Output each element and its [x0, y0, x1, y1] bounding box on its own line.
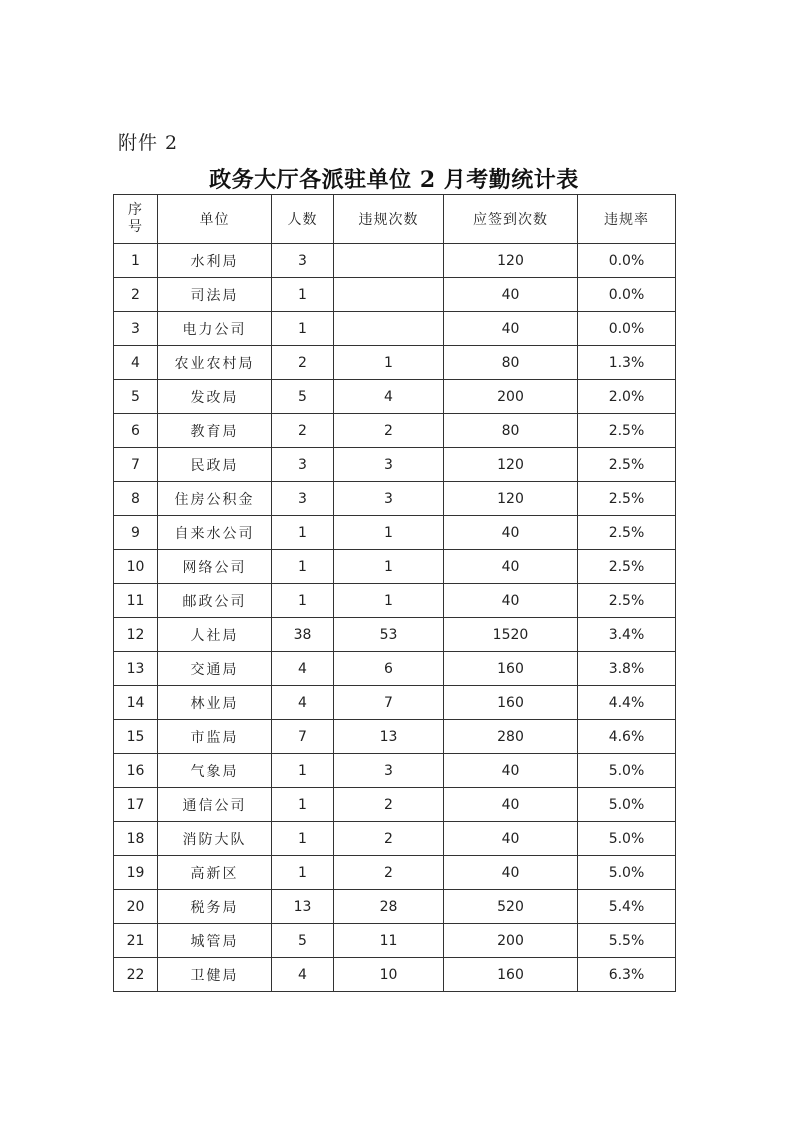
cell-people: 13 — [272, 890, 334, 924]
cell-seq: 6 — [114, 414, 158, 448]
table-row — [114, 618, 676, 652]
cell-violations: 3 — [334, 754, 444, 788]
cell-violation-rate: 2.5% — [578, 482, 676, 516]
header-violation-rate: 违规率 — [578, 195, 676, 244]
cell-violations: 11 — [334, 924, 444, 958]
table-row — [114, 720, 676, 754]
cell-violation-rate: 4.6% — [578, 720, 676, 754]
cell-unit: 邮政公司 — [158, 584, 272, 618]
table-row — [114, 754, 676, 788]
cell-violation-rate: 2.5% — [578, 414, 676, 448]
header-seq-line2: 号 — [128, 219, 143, 235]
cell-unit: 发改局 — [158, 380, 272, 414]
cell-people: 1 — [272, 584, 334, 618]
cell-seq: 14 — [114, 686, 158, 720]
cell-people: 4 — [272, 958, 334, 992]
cell-violations: 2 — [334, 856, 444, 890]
cell-people: 1 — [272, 856, 334, 890]
cell-violation-rate: 3.4% — [578, 618, 676, 652]
table-row — [114, 312, 676, 346]
cell-required-signins: 40 — [444, 278, 578, 312]
table-row — [114, 856, 676, 890]
header-violations: 违规次数 — [334, 195, 444, 244]
cell-violation-rate: 5.5% — [578, 924, 676, 958]
cell-required-signins: 520 — [444, 890, 578, 924]
cell-people: 1 — [272, 550, 334, 584]
cell-unit: 住房公积金 — [158, 482, 272, 516]
cell-violations: 1 — [334, 346, 444, 380]
cell-violation-rate: 0.0% — [578, 278, 676, 312]
cell-seq: 12 — [114, 618, 158, 652]
cell-people: 4 — [272, 686, 334, 720]
cell-seq: 8 — [114, 482, 158, 516]
table-row — [114, 346, 676, 380]
cell-people: 5 — [272, 380, 334, 414]
cell-required-signins: 160 — [444, 686, 578, 720]
cell-people: 3 — [272, 244, 334, 278]
cell-violations: 4 — [334, 380, 444, 414]
cell-people: 5 — [272, 924, 334, 958]
header-unit: 单位 — [158, 195, 272, 244]
cell-violation-rate: 5.0% — [578, 754, 676, 788]
table-row — [114, 516, 676, 550]
cell-violation-rate: 2.5% — [578, 448, 676, 482]
cell-unit: 自来水公司 — [158, 516, 272, 550]
cell-seq: 1 — [114, 244, 158, 278]
cell-seq: 13 — [114, 652, 158, 686]
cell-people: 1 — [272, 516, 334, 550]
cell-people: 1 — [272, 754, 334, 788]
header-row — [114, 195, 676, 244]
table-row — [114, 924, 676, 958]
cell-required-signins: 120 — [444, 448, 578, 482]
cell-people: 1 — [272, 788, 334, 822]
cell-seq: 19 — [114, 856, 158, 890]
cell-seq: 9 — [114, 516, 158, 550]
cell-required-signins: 40 — [444, 516, 578, 550]
cell-violations — [334, 312, 444, 346]
cell-seq: 11 — [114, 584, 158, 618]
cell-violation-rate: 0.0% — [578, 312, 676, 346]
cell-violation-rate: 5.4% — [578, 890, 676, 924]
table-row — [114, 822, 676, 856]
cell-seq: 3 — [114, 312, 158, 346]
cell-violation-rate: 6.3% — [578, 958, 676, 992]
cell-violation-rate: 5.0% — [578, 822, 676, 856]
table-row — [114, 482, 676, 516]
cell-required-signins: 40 — [444, 788, 578, 822]
cell-violation-rate: 2.5% — [578, 516, 676, 550]
cell-unit: 市监局 — [158, 720, 272, 754]
cell-unit: 林业局 — [158, 686, 272, 720]
cell-people: 3 — [272, 482, 334, 516]
cell-required-signins: 40 — [444, 550, 578, 584]
cell-people: 7 — [272, 720, 334, 754]
cell-seq: 18 — [114, 822, 158, 856]
cell-people: 1 — [272, 312, 334, 346]
cell-violations — [334, 244, 444, 278]
cell-seq: 17 — [114, 788, 158, 822]
cell-violations: 7 — [334, 686, 444, 720]
cell-required-signins: 1520 — [444, 618, 578, 652]
cell-violations: 10 — [334, 958, 444, 992]
cell-violations — [334, 278, 444, 312]
header-seq — [114, 195, 158, 244]
cell-violations: 2 — [334, 788, 444, 822]
cell-required-signins: 40 — [444, 822, 578, 856]
cell-required-signins: 200 — [444, 924, 578, 958]
cell-unit: 水利局 — [158, 244, 272, 278]
cell-seq: 21 — [114, 924, 158, 958]
cell-people: 3 — [272, 448, 334, 482]
cell-seq: 2 — [114, 278, 158, 312]
cell-unit: 消防大队 — [158, 822, 272, 856]
cell-seq: 20 — [114, 890, 158, 924]
cell-violation-rate: 5.0% — [578, 788, 676, 822]
cell-required-signins: 40 — [444, 856, 578, 890]
cell-violation-rate: 2.5% — [578, 584, 676, 618]
cell-unit: 交通局 — [158, 652, 272, 686]
cell-people: 2 — [272, 346, 334, 380]
cell-required-signins: 80 — [444, 414, 578, 448]
cell-required-signins: 120 — [444, 482, 578, 516]
cell-violations: 6 — [334, 652, 444, 686]
cell-seq: 15 — [114, 720, 158, 754]
cell-required-signins: 200 — [444, 380, 578, 414]
cell-people: 2 — [272, 414, 334, 448]
cell-unit: 城管局 — [158, 924, 272, 958]
cell-violation-rate: 1.3% — [578, 346, 676, 380]
cell-required-signins: 160 — [444, 652, 578, 686]
cell-required-signins: 280 — [444, 720, 578, 754]
cell-violations: 1 — [334, 516, 444, 550]
table-header — [114, 195, 676, 244]
attendance-table — [113, 194, 676, 992]
cell-unit: 农业农村局 — [158, 346, 272, 380]
cell-seq: 10 — [114, 550, 158, 584]
cell-required-signins: 80 — [444, 346, 578, 380]
cell-required-signins: 40 — [444, 754, 578, 788]
cell-seq: 7 — [114, 448, 158, 482]
cell-unit: 教育局 — [158, 414, 272, 448]
cell-violations: 3 — [334, 448, 444, 482]
document-title: 政务大厅各派驻单位 2 月考勤统计表 — [209, 167, 579, 193]
cell-unit: 司法局 — [158, 278, 272, 312]
table-row — [114, 788, 676, 822]
cell-violations: 53 — [334, 618, 444, 652]
cell-violation-rate: 4.4% — [578, 686, 676, 720]
cell-violations: 1 — [334, 550, 444, 584]
cell-unit: 通信公司 — [158, 788, 272, 822]
table-row — [114, 958, 676, 992]
cell-unit: 气象局 — [158, 754, 272, 788]
table-row — [114, 550, 676, 584]
table-row — [114, 652, 676, 686]
cell-people: 1 — [272, 822, 334, 856]
cell-required-signins: 40 — [444, 584, 578, 618]
cell-violation-rate: 5.0% — [578, 856, 676, 890]
cell-violations: 2 — [334, 414, 444, 448]
table-row — [114, 448, 676, 482]
cell-required-signins: 40 — [444, 312, 578, 346]
attachment-label: 附件 2 — [118, 132, 179, 154]
cell-unit: 税务局 — [158, 890, 272, 924]
table-row — [114, 686, 676, 720]
cell-required-signins: 120 — [444, 244, 578, 278]
cell-people: 1 — [272, 278, 334, 312]
cell-seq: 22 — [114, 958, 158, 992]
cell-violations: 3 — [334, 482, 444, 516]
cell-violation-rate: 2.5% — [578, 550, 676, 584]
header-people: 人数 — [272, 195, 334, 244]
cell-unit: 卫健局 — [158, 958, 272, 992]
cell-violation-rate: 2.0% — [578, 380, 676, 414]
cell-violations: 13 — [334, 720, 444, 754]
cell-seq: 16 — [114, 754, 158, 788]
table-row — [114, 890, 676, 924]
cell-seq: 4 — [114, 346, 158, 380]
cell-violations: 1 — [334, 584, 444, 618]
cell-people: 4 — [272, 652, 334, 686]
cell-unit: 电力公司 — [158, 312, 272, 346]
cell-unit: 人社局 — [158, 618, 272, 652]
header-required-signins: 应签到次数 — [444, 195, 578, 244]
cell-seq: 5 — [114, 380, 158, 414]
header-seq-line1: 序 — [128, 202, 143, 218]
cell-violations: 2 — [334, 822, 444, 856]
cell-people: 38 — [272, 618, 334, 652]
cell-required-signins: 160 — [444, 958, 578, 992]
cell-unit: 高新区 — [158, 856, 272, 890]
table-row — [114, 414, 676, 448]
cell-violations: 28 — [334, 890, 444, 924]
table-row — [114, 244, 676, 278]
table-body — [114, 244, 676, 992]
cell-unit: 网络公司 — [158, 550, 272, 584]
cell-violation-rate: 0.0% — [578, 244, 676, 278]
cell-unit: 民政局 — [158, 448, 272, 482]
cell-violation-rate: 3.8% — [578, 652, 676, 686]
table-row — [114, 278, 676, 312]
table-row — [114, 584, 676, 618]
table-row — [114, 380, 676, 414]
